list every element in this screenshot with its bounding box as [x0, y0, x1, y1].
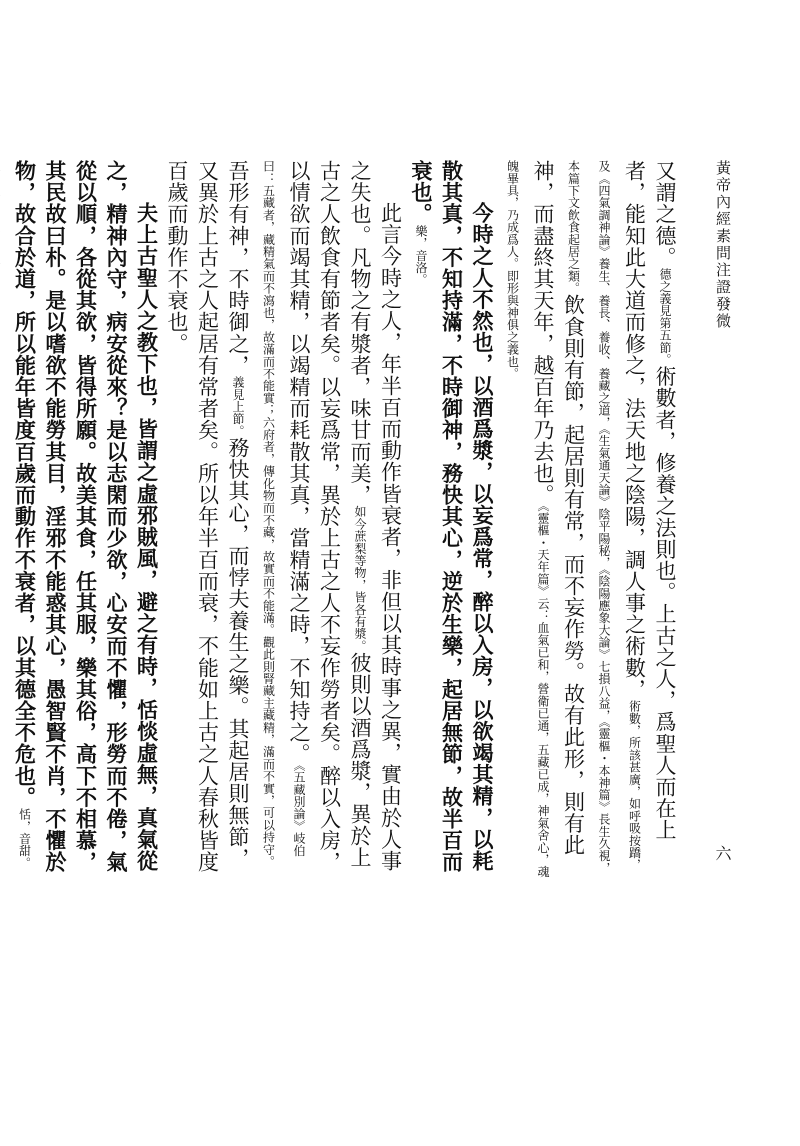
commentary-text: 飲食則有節，起居則有常，而不妄作勞。故有此形，則有此神，而盡終其天年，越百年乃去也。 [531, 160, 586, 856]
classic-text: 夫上古聖人之教下也，皆謂之虛邪賊風，避之有時，恬惔虛無，真氣從之，精神內守，病安從來？是以志閑而少欲，心安而不懼，形勞而不倦，氣從以順，各從其欲，皆得所願。故美其食，任其服，樂其俗，高下不相慕，其民故曰朴。是以嗜欲不能勞其目，淫邪不能惑其心，愚智賢不肖，不懼於物，故合於道，所以能年皆度百歲而動作不衰者，以其德全不危也。 [12, 160, 160, 873]
commentary-text: 務快其心，而悖夫養生之樂。其起居則無節，又異於上古之人起居有常者矣。所以年半百而衰，不能如上古之人春秋皆度百歲而動作不衰也。 [165, 160, 250, 873]
annotation-text: 《靈樞・天年篇》云：血氣已和，營衛已通，五藏已成，神氣舍心，魂魄畢具，乃成爲人。即形與神俱之義也。 [505, 160, 550, 878]
paragraph [162, 160, 406, 880]
paragraph [497, 160, 680, 880]
commentary-text: 彼則以酒爲漿，異於上古之人飲食有節者矣。以妄爲常，異於上古之人不妄作勞者矣。醉以入房，以情欲而竭其精，以竭精而耗散其真，當精滿之時，不知持之。 [287, 160, 372, 873]
page-number: 六 [713, 845, 732, 861]
commentary-text: 又謂之德。 [653, 160, 677, 268]
annotation-text: 德之義見第五節。 [658, 268, 672, 366]
annotation-text: 樂，音洛。 [414, 224, 428, 286]
annotation-text: 恬，音甜。 [17, 808, 32, 869]
classic-text: 今時之人不然也，以酒爲漿，以妄爲常，醉以入房，以欲竭其精，以耗散其真，不知持滿，不時御神，務快其心，逆於生樂，起居無節，故半百而衰也。 [409, 160, 495, 873]
main-text-block [12, 160, 680, 880]
commentary-text: 此言今時之人，年半百而動作皆衰者，非但以其時事之異，實由於人事之失也。凡物之有漿者，味甘而美， [348, 160, 403, 872]
commentary-text: 吾形有神，不時御之， [226, 160, 250, 376]
annotation-text: 術數，所該甚廣，如呼吸按蹻，及《四氣調神論》養生、養長、養收、養藏之道，《生氣通天論》陰平陽秘，《陰陽應象大論》七損八益，《靈樞・本神篇》長生久視，本篇下文飲食起居之類。 [566, 160, 642, 874]
book-title: 黃帝內經素問注證發微 [714, 160, 732, 330]
paragraph [406, 160, 498, 880]
annotation-text: 義見上節。 [231, 376, 245, 437]
commentary-text: 術數者，修養之法則也。上古之人，爲聖人而在上者，能知此大道而修之，法天地之陰陽，調人事之術數， [622, 160, 677, 841]
paragraph [0, 160, 162, 880]
annotation-text: 如今蔗梨等物，皆各有漿。 [353, 505, 367, 653]
annotation-text: 《五藏別論》岐伯曰：五藏者，藏精氣而不瀉也，故滿而不能實；六府者，傳化物而不藏，故實而不能滿。觀此則腎藏主藏精，滿而不實，可以持守。 [261, 160, 306, 868]
